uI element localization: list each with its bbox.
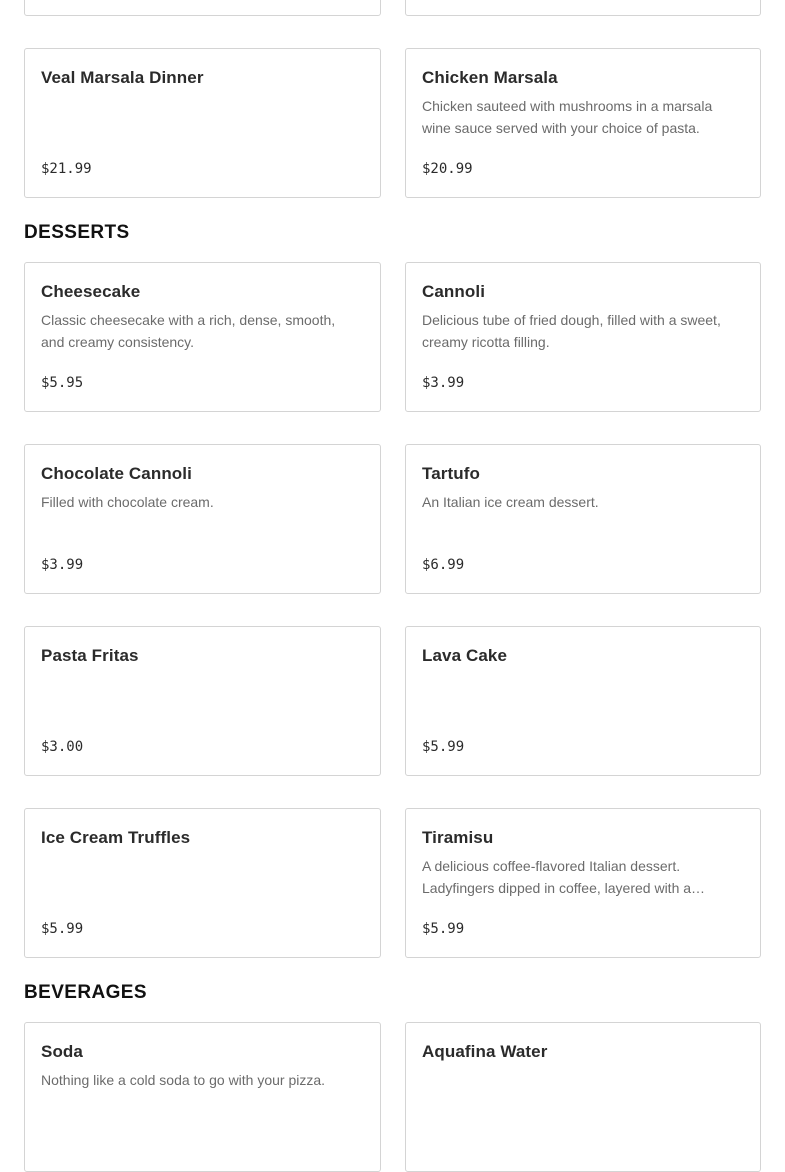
section-title-desserts: DESSERTS [24,222,130,243]
menu-item-card[interactable] [24,1022,381,1172]
item-name: Chocolate Cannoli [41,464,192,483]
item-name: Tartufo [422,464,480,483]
section-title-beverages: BEVERAGES [24,982,147,1003]
item-description: Filled with chocolate cream. [41,494,214,510]
item-price: $3.99 [422,375,465,391]
item-name: Pasta Fritas [41,646,139,665]
item-description: Nothing like a cold soda to go with your pizza. [41,1072,326,1088]
item-price: $21.99 [41,161,92,177]
menu-item-card[interactable] [405,626,761,776]
item-name: Veal Marsala Dinner [41,68,204,87]
menu-item-card[interactable] [24,444,381,594]
item-price: $5.99 [422,739,465,755]
item-description: Delicious tube of fried dough, filled with a sweet, creamy ricotta filling. [422,312,721,350]
item-description: A delicious coffee-flavored Italian dessert. Ladyfingers dipped in coffee, layered with a… [422,858,706,896]
item-name: Soda [41,1042,83,1061]
item-name: Cheesecake [41,282,141,301]
item-price: $5.99 [422,921,465,937]
item-name: Cannoli [422,282,486,301]
item-price: $3.99 [41,557,84,573]
item-price: $5.99 [41,921,84,937]
menu-item-card[interactable] [24,48,381,198]
item-name: Ice Cream Truffles [41,828,191,847]
item-name: Aquafina Water [422,1042,548,1061]
item-name: Chicken Marsala [422,68,558,87]
item-price: $6.99 [422,557,465,573]
menu-item-card[interactable] [405,0,761,16]
item-description: Classic cheesecake with a rich, dense, smooth, and creamy consistency. [41,312,336,350]
item-name: Lava Cake [422,646,508,665]
menu-item-card[interactable] [405,808,761,958]
item-price: $5.95 [41,375,84,391]
menu-item-card[interactable] [24,808,381,958]
item-description: Chicken sauteed with mushrooms in a marsala wine sauce served with your choice of pasta. [422,98,713,136]
menu-item-card[interactable] [24,0,381,16]
menu-item-card[interactable] [405,1022,761,1172]
menu-item-card[interactable] [405,444,761,594]
menu-item-card[interactable] [405,262,761,412]
item-price: $20.99 [422,161,473,177]
menu-item-card[interactable] [24,626,381,776]
menu-item-card[interactable] [405,48,761,198]
item-name: Tiramisu [422,828,494,847]
item-description: An Italian ice cream dessert. [422,494,599,510]
menu-item-card[interactable] [24,262,381,412]
item-price: $3.00 [41,739,84,755]
